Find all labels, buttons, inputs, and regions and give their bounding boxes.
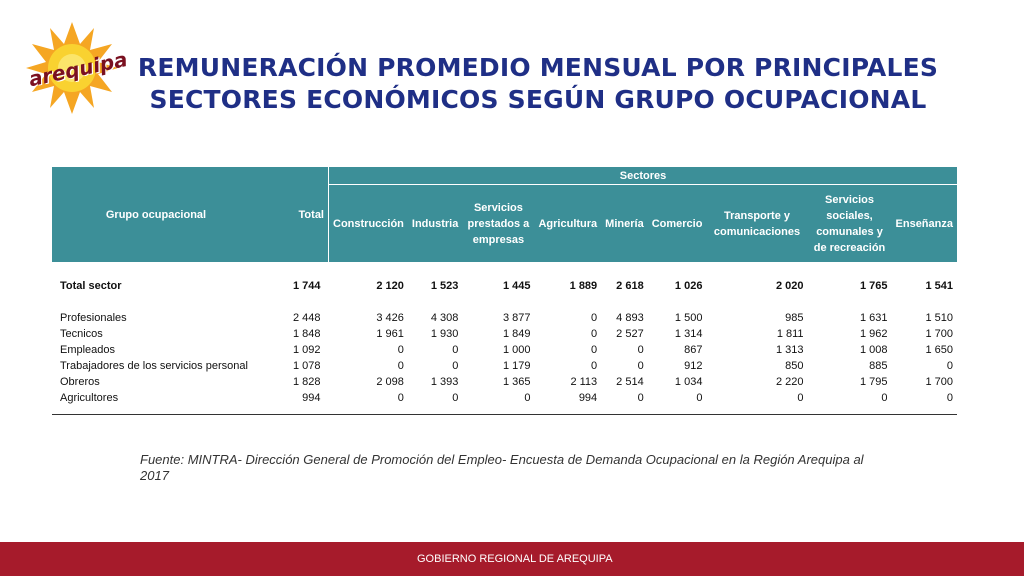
cell: 912: [684, 360, 703, 372]
cell: 850: [785, 360, 804, 372]
sector-header-servicios-sociales: Servicios sociales, comunales y de recreación: [808, 185, 892, 263]
cell: 0: [706, 390, 807, 415]
table-row: [52, 310, 957, 326]
sector-header-industria: Industria: [408, 185, 462, 263]
table-row: [52, 342, 957, 358]
arequipa-logo: [22, 20, 130, 116]
cell: 1 889: [569, 280, 598, 292]
cell: 2 120: [376, 280, 404, 292]
cell: 2 220: [776, 376, 804, 388]
cell: 1 811: [776, 328, 804, 340]
cell: 2 098: [376, 376, 404, 388]
cell: 1 313: [776, 344, 804, 356]
cell: 1 849: [502, 328, 531, 340]
cell: 2 618: [616, 280, 644, 292]
cell: 0: [397, 344, 404, 356]
cell: 0: [452, 344, 459, 356]
sector-header-ensenanza: Enseñanza: [892, 185, 958, 263]
cell: 1 523: [430, 280, 459, 292]
cell: 2 113: [570, 376, 598, 388]
footer-text: GOBIERNO REGIONAL DE AREQUIPA: [417, 553, 613, 565]
cell: 1 092: [292, 344, 321, 356]
cell: 1 393: [430, 376, 459, 388]
cell: 1 828: [292, 376, 321, 388]
cell: 3 426: [376, 312, 404, 324]
row-label: Profesionales: [60, 312, 127, 324]
cell: 3 877: [502, 312, 531, 324]
cell: 2 527: [616, 328, 644, 340]
title-line-2: SECTORES ECONÓMICOS SEGÚN GRUPO OCUPACIONAL: [149, 85, 927, 114]
cell: 1 541: [925, 280, 953, 292]
cell: 0: [452, 360, 459, 372]
cell: 1 650: [925, 344, 953, 356]
row-label: Trabajadores de los servicios personal: [60, 360, 248, 372]
cell: 1 000: [502, 344, 531, 356]
cell: 1 500: [674, 312, 703, 324]
cell: 985: [785, 312, 804, 324]
sector-header-agricultura: Agricultura: [534, 185, 601, 263]
cell: 1 700: [925, 328, 953, 340]
cell: 0: [591, 328, 598, 340]
cell: 2 020: [776, 280, 804, 292]
sectors-header: Sectores: [329, 167, 958, 185]
cell: 1 961: [376, 328, 404, 340]
cell: 1 026: [674, 280, 703, 292]
cell: 1 445: [502, 280, 531, 292]
remuneration-table: [52, 167, 957, 415]
cell: 0: [808, 390, 892, 415]
cell: 0: [591, 344, 598, 356]
sector-header-mineria: Minería: [601, 185, 648, 263]
group-column-header: Grupo ocupacional: [52, 167, 260, 262]
sector-header-transporte: Transporte y comunicaciones: [706, 185, 807, 263]
table-row: [52, 374, 957, 390]
table-row-total-sector: [52, 278, 957, 294]
title-line-1: REMUNERACIÓN PROMEDIO MENSUAL POR PRINCIPALES: [137, 53, 939, 82]
row-label: Agricultores: [52, 390, 260, 415]
cell: 1 700: [925, 376, 953, 388]
sector-header-construccion: Construcción: [329, 185, 408, 263]
cell: 2 514: [616, 376, 644, 388]
cell: 0: [591, 312, 598, 324]
sector-header-comercio: Comercio: [648, 185, 707, 263]
cell: 1 078: [292, 360, 321, 372]
total-column-header: Total: [260, 167, 329, 262]
cell: 0: [637, 360, 644, 372]
table-row: [52, 390, 957, 415]
cell: 1 848: [292, 328, 321, 340]
cell: 4 893: [616, 312, 644, 324]
cell: 0: [397, 360, 404, 372]
logo-text: arequipa: [26, 47, 130, 92]
cell: 1 631: [859, 312, 888, 324]
cell: 0: [637, 344, 644, 356]
source-note: Fuente: MINTRA- Dirección General de Promoción del Empleo- Encuesta de Demanda Ocupacional en la Región Arequipa al 2017: [140, 452, 864, 483]
page-title: [128, 52, 948, 116]
cell: 1 795: [859, 376, 888, 388]
cell: 2 448: [292, 312, 321, 324]
cell: 1 744: [292, 280, 321, 292]
cell: 1 034: [674, 376, 703, 388]
cell: 885: [869, 360, 888, 372]
table-row: [52, 358, 957, 374]
sector-header-servicios-empresas: Servicios prestados a empresas: [462, 185, 534, 263]
cell: 994: [534, 390, 601, 415]
cell: 0: [591, 360, 598, 372]
row-label: Obreros: [60, 376, 100, 388]
cell: 1 930: [430, 328, 459, 340]
row-label: Tecnicos: [60, 328, 103, 340]
cell: 994: [260, 390, 329, 415]
table-row: [52, 326, 957, 342]
cell: 0: [892, 390, 958, 415]
cell: 867: [684, 344, 703, 356]
row-label: Empleados: [60, 344, 116, 356]
cell: 1 962: [859, 328, 888, 340]
cell: 1 365: [502, 376, 531, 388]
cell: 0: [946, 360, 953, 372]
cell: 0: [462, 390, 534, 415]
footer-bar: [0, 542, 1024, 576]
cell: 0: [648, 390, 707, 415]
cell: 1 179: [502, 360, 531, 372]
cell: 1 314: [674, 328, 703, 340]
cell: 0: [601, 390, 648, 415]
cell: 1 765: [859, 280, 888, 292]
cell: 1 510: [925, 312, 953, 324]
cell: 4 308: [430, 312, 459, 324]
cell: 0: [329, 390, 408, 415]
cell: 0: [408, 390, 462, 415]
row-label: Total sector: [60, 280, 122, 292]
cell: 1 008: [859, 344, 888, 356]
